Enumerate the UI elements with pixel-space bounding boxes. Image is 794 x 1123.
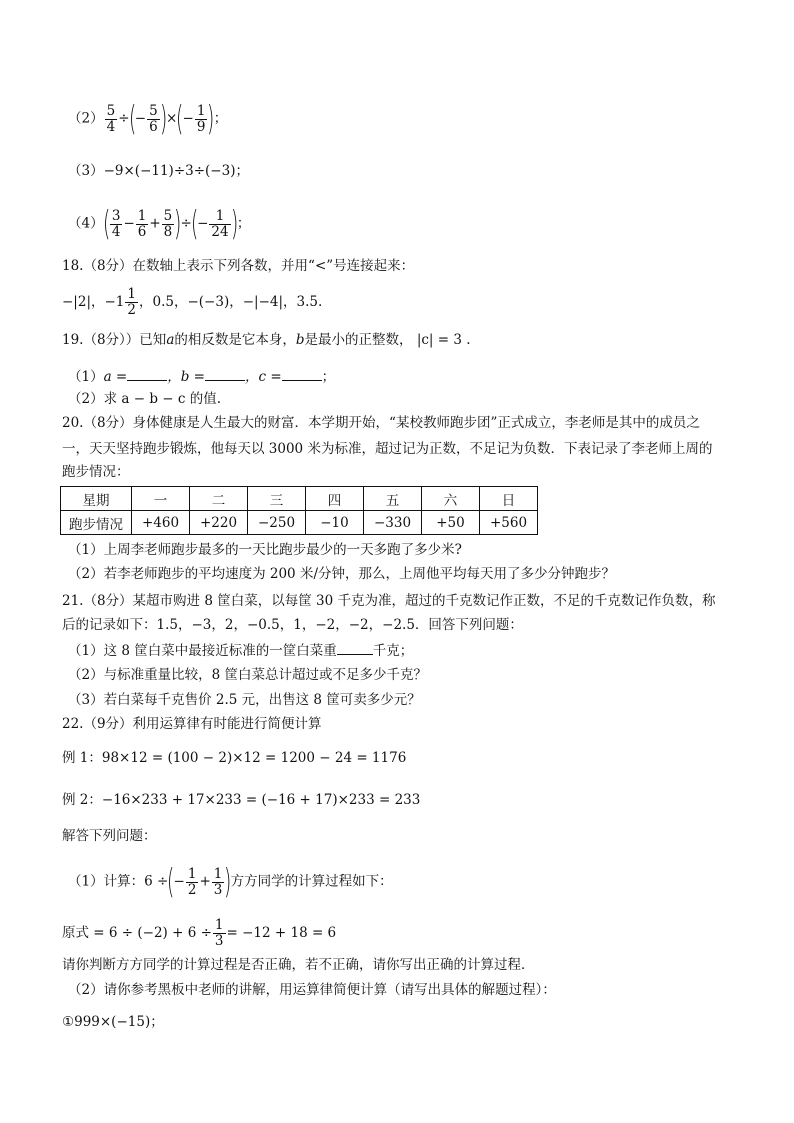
q22-answer-prompt: 解答下列问题： — [62, 828, 157, 844]
fraction — [147, 104, 160, 135]
part-text: 方方同学的计算过程如下： — [230, 873, 393, 890]
q19-part1 — [68, 366, 335, 387]
q20-part1: （1）上周李老师跑步最多的一天比跑步最少的一天多跑了多少米? — [68, 542, 462, 558]
fraction — [195, 104, 208, 135]
paren-close: ) — [230, 204, 238, 244]
q20-part2: （2）若李老师跑步的平均速度为 200 米/分钟，那么，上周他平均每天用了多少分钟跑步？ — [68, 566, 615, 582]
denominator: 4 — [111, 223, 121, 240]
fraction — [110, 209, 123, 240]
end-mark: ； — [236, 215, 251, 232]
fraction — [105, 104, 118, 135]
c-eq: ，c = — [245, 369, 282, 385]
q22-example2: 例 2：−16×233 + 17×233 = (−16 + 17)×233 = 233 — [62, 792, 421, 808]
table-cell: 五 — [364, 487, 422, 511]
denominator: 8 — [163, 223, 173, 240]
answer-blank[interactable] — [337, 640, 373, 655]
denominator: 9 — [196, 118, 206, 135]
part-label: （1） — [68, 369, 104, 385]
table-cell: 四 — [306, 487, 364, 511]
calc-text: 原式 = 6 ÷ (−2) + 6 ÷ — [62, 925, 212, 941]
part-text: （1）这 8 筐白菜中最接近标准的一筐白菜重 — [68, 643, 337, 659]
end-mark: ； — [321, 369, 336, 385]
div-sign: ÷ — [118, 110, 130, 127]
answer-blank[interactable] — [127, 366, 167, 381]
q18-numbers — [62, 287, 322, 318]
q22-calc1: ①999×(−15)； — [62, 1014, 164, 1030]
denominator: 2 — [127, 302, 136, 318]
numerator: 5 — [149, 102, 158, 119]
denominator: 3 — [213, 881, 223, 898]
table-cell: +50 — [422, 511, 480, 535]
abs-c: |c| = 3 . — [416, 332, 471, 348]
title-part: 是最小的正整数， — [304, 332, 413, 348]
paren-open: ( — [176, 99, 184, 139]
table-cell: 二 — [190, 487, 248, 511]
table-cell: +560 — [480, 511, 538, 535]
answer-blank[interactable] — [282, 366, 322, 381]
table-cell: −10 — [306, 511, 364, 535]
paren-close: ) — [174, 204, 182, 244]
times-sign: × — [165, 110, 178, 127]
table-row — [61, 511, 538, 535]
numbers-part-a: −|2|，−1 — [62, 294, 125, 310]
table-cell: 三 — [248, 487, 306, 511]
denominator: 6 — [149, 118, 158, 135]
paren-open: ( — [167, 862, 175, 902]
denominator: 4 — [106, 118, 116, 135]
q20-line2: 一，天天坚持跑步锻炼，他每天以 3000 米为标准，超过记为正数，不足记为负数．下表记录了李老师上周的 — [62, 441, 713, 457]
numerator: 1 — [187, 865, 197, 882]
table-cell: +460 — [132, 511, 190, 535]
q17-part4: （4）( $\frac{3}{4}$ − $\frac{1}{6}$ + $\frac{5}{8}$ )÷(− $\frac{1}{24}$ )； — [68, 204, 251, 244]
a-eq: a = — [103, 369, 128, 385]
fraction — [136, 209, 149, 240]
end-mark: ； — [213, 110, 228, 127]
denominator: 2 — [187, 881, 197, 898]
q21-line1: 21.（8分）某超市购进 8 筐白菜，以每筐 30 千克为准，超过的千克数记作正数，不足的千克数记作负数，称 — [62, 593, 716, 609]
paren-open: ( — [128, 99, 136, 139]
q22-judge: 请你判断方方同学的计算过程是否正确，若不正确，请你写出正确的计算过程． — [62, 957, 535, 973]
q20-line1: 20.（8分）身体健康是人生最大的财富．本学期开始，“某校教师跑步团”正式成立，李老师是其中的成员之 — [62, 415, 700, 431]
denominator: 24 — [211, 223, 229, 240]
q17-part3: （3）−9×(−11)÷3÷(−3)； — [68, 163, 249, 179]
denominator: 6 — [137, 223, 147, 240]
b-eq: ，b = — [167, 369, 205, 385]
numerator: 1 — [127, 286, 136, 302]
q20-line3: 跑步情况： — [62, 464, 130, 480]
part-label: （4） — [68, 215, 104, 232]
title-part: 的相反数是它本身， — [174, 332, 296, 348]
table-cell: +220 — [190, 511, 248, 535]
q21-part2: （2）与标准重量比较，8 筐白菜总计超过或不足多少千克？ — [68, 667, 427, 683]
paren-close: ) — [159, 99, 167, 139]
q19-title — [62, 330, 471, 350]
numerator: 3 — [111, 207, 121, 224]
part-text: （1）计算：6 ÷ — [68, 873, 169, 890]
q17-part2: （2） $\frac{5}{4}$ ÷(− $\frac{5}{6}$ )×(− $\frac{1}{9}$ )； — [68, 99, 228, 139]
fraction — [162, 209, 175, 240]
numerator: 5 — [106, 102, 116, 119]
numerator: 1 — [196, 102, 206, 119]
q18-title: 18.（8分）在数轴上表示下列各数，并用“<”号连接起来： — [62, 258, 415, 274]
calc-text: = −12 + 18 = 6 — [226, 925, 337, 941]
q21-line2: 后的记录如下：1.5，−3，2，−0.5，1，−2，−2，−2.5．回答下列问题： — [62, 617, 523, 633]
numerator: 5 — [163, 207, 173, 224]
fraction — [125, 287, 138, 318]
denominator: 3 — [214, 933, 224, 949]
table-cell: −330 — [364, 511, 422, 535]
q22-example1: 例 1：98×12 = (100 − 2)×12 = 1200 − 24 = 1176 — [62, 750, 407, 766]
q22-part2: （2）请你参考黑板中老师的讲解，用运算律简便计算（请写出具体的解题过程）： — [68, 982, 556, 998]
table-cell: 六 — [422, 487, 480, 511]
q21-part3: （3）若白菜每千克售价 2.5 元，出售这 8 筐可卖多少元？ — [68, 692, 421, 708]
numbers-part-b: ，0.5，−(−3)，−|−4|，3.5. — [139, 294, 323, 310]
title-part: 19.（8分））已知 — [62, 332, 167, 348]
fraction — [209, 209, 230, 240]
q22-title: 22.（9分）利用运算律有时能进行简便计算 — [62, 716, 322, 732]
q22-original — [62, 918, 336, 949]
fraction — [186, 867, 199, 898]
paren-open: ( — [190, 204, 199, 244]
paren-close: ) — [224, 862, 232, 902]
table-cell: 日 — [480, 487, 538, 511]
numerator: 1 — [215, 207, 225, 224]
part-text: 千克； — [372, 643, 414, 659]
answer-blank[interactable] — [205, 366, 245, 381]
q21-part1 — [68, 640, 413, 661]
paren-open: ( — [102, 204, 110, 244]
numerator: 1 — [214, 917, 224, 933]
q22-part1: （1）计算：6 ÷(− $\frac{1}{2}$ + $\frac{1}{3}$ )方方同学的计算过程如下： — [68, 862, 393, 902]
part-label: （2） — [68, 110, 104, 127]
table-header-row — [61, 487, 538, 511]
table-cell: 星期 — [61, 487, 132, 511]
var-a: a — [166, 332, 175, 348]
table-cell: 跑步情况 — [61, 511, 132, 535]
fraction — [212, 867, 225, 898]
table-cell: 一 — [132, 487, 190, 511]
table-cell: −250 — [248, 511, 306, 535]
paren-close: ) — [207, 99, 215, 139]
fraction — [213, 918, 226, 949]
var-b: b — [295, 332, 305, 348]
numerator: 1 — [213, 865, 223, 882]
numerator: 1 — [137, 207, 147, 224]
running-table — [60, 486, 538, 535]
q19-part2: （2）求 a − b − c 的值. — [68, 391, 222, 407]
